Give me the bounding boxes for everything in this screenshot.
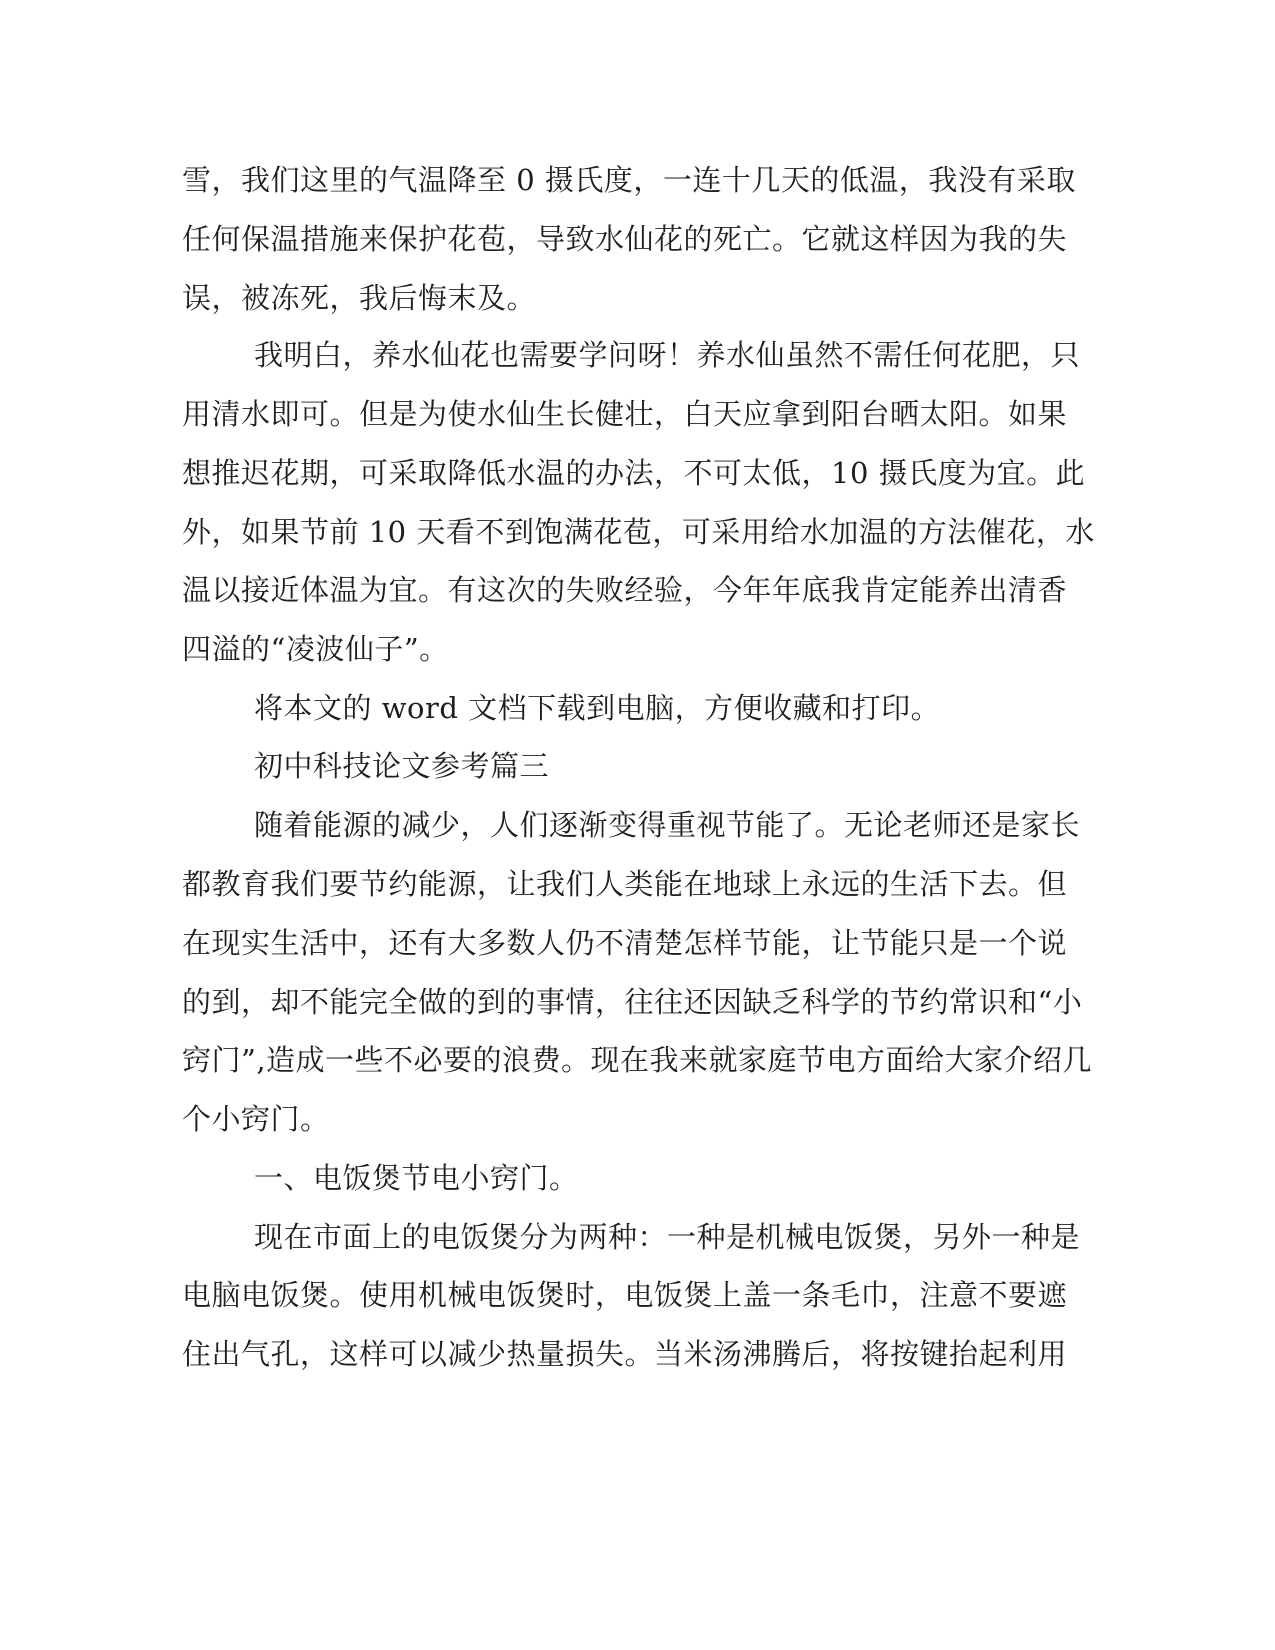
text-line: 个小窍门。 xyxy=(182,1102,330,1136)
text-line: 任何保温措施来保护花苞，导致水仙花的死亡。它就这样因为我的失 xyxy=(182,222,1068,256)
text-line: 都教育我们要节约能源，让我们人类能在地球上永远的生活下去。但 xyxy=(182,867,1068,901)
text-line: 雪，我们这里的气温降至 0 摄氏度，一连十几天的低温，我没有采取 xyxy=(182,163,1076,197)
text-line: 想推迟花期，可采取降低水温的办法，不可太低，10 摄氏度为宜。此 xyxy=(182,456,1086,490)
text-line: 随着能源的减少，人们逐渐变得重视节能了。无论老师还是家长 xyxy=(254,808,1081,842)
text-line: 住出气孔，这样可以减少热量损失。当米汤沸腾后，将按键抬起利用 xyxy=(182,1337,1068,1371)
text-line: 现在市面上的电饭煲分为两种：一种是机械电饭煲，另外一种是 xyxy=(254,1220,1081,1254)
text-line: 的到，却不能完全做的到的事情，往往还因缺乏科学的节约常识和“小 xyxy=(182,985,1083,1019)
section-heading: 初中科技论文参考篇三 xyxy=(254,749,550,783)
text-line: 电脑电饭煲。使用机械电饭煲时，电饭煲上盖一条毛巾，注意不要遮 xyxy=(182,1278,1068,1312)
text-line: 用清水即可。但是为使水仙生长健壮，白天应拿到阳台晒太阳。如果 xyxy=(182,397,1068,431)
text-line: 在现实生活中，还有大多数人仍不清楚怎样节能，让节能只是一个说 xyxy=(182,926,1068,960)
subsection-heading: 一、电饭煲节电小窍门。 xyxy=(254,1161,579,1195)
text-line: 我明白，养水仙花也需要学问呀！养水仙虽然不需任何花肥，只 xyxy=(254,338,1081,372)
text-line: 四溢的“凌波仙子”。 xyxy=(182,632,449,666)
text-line: 将本文的 word 文档下载到电脑，方便收藏和打印。 xyxy=(254,691,941,725)
text-line: 温以接近体温为宜。有这次的失败经验，今年年底我肯定能养出清香 xyxy=(182,573,1068,607)
text-line: 外，如果节前 10 天看不到饱满花苞，可采用给水加温的方法催花，水 xyxy=(182,515,1095,549)
text-line: 误，被冻死，我后悔末及。 xyxy=(182,281,537,315)
text-line: 窍门”,造成一些不必要的浪费。现在我来就家庭节电方面给大家介绍几 xyxy=(182,1043,1093,1077)
